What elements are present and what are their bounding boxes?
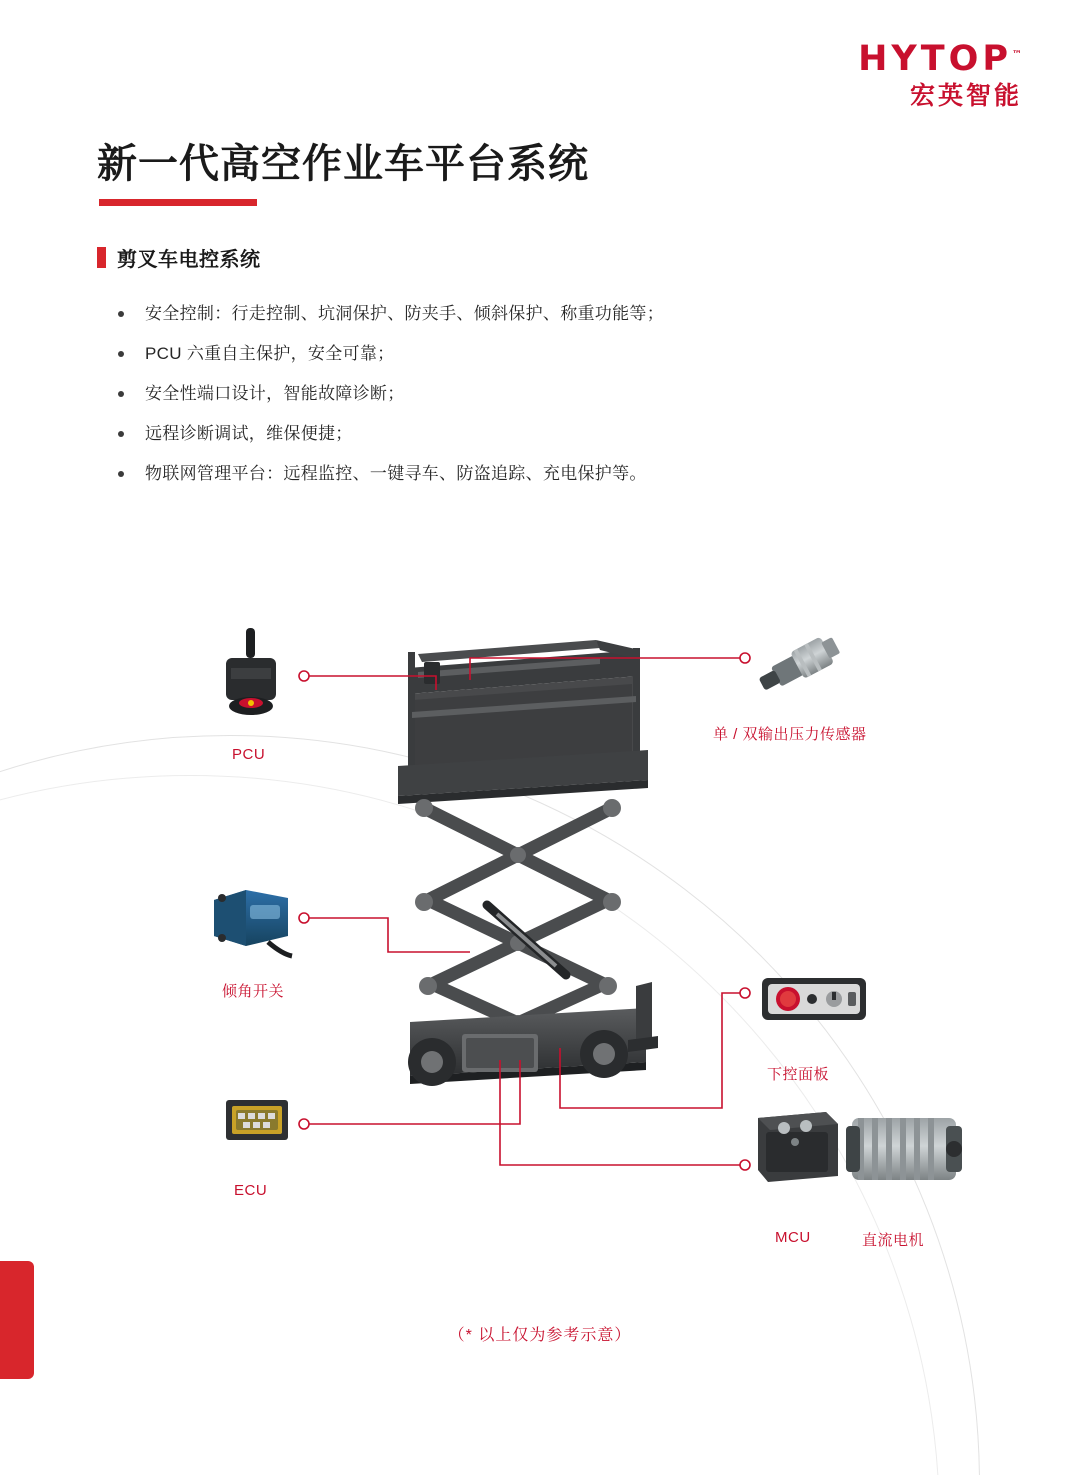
lower-control-panel-product-image [762, 978, 866, 1020]
callout-label-lower-control-panel: 下控面板 [767, 1066, 830, 1083]
list-item-label: 物联网管理平台：远程监控、一键寻车、防盗追踪、充电保护等。 [145, 464, 647, 484]
callout-label-pressure-sensor: 单 / 双输出压力传感器 [713, 726, 867, 743]
mcu-product-image [758, 1112, 838, 1182]
ecu-product-image [226, 1100, 288, 1140]
callout-label-pcu: PCU [232, 746, 266, 763]
pcu-product-image [226, 628, 276, 715]
section-heading-label: 剪叉车电控系统 [117, 249, 261, 271]
dc-motor-product-image [846, 1118, 962, 1180]
tilt-switch-product-image [214, 890, 292, 956]
logo-chinese-name: 宏英智能 [909, 82, 1022, 110]
scissor-lift-illustration [398, 640, 658, 1086]
callout-label-dc-motor: 直流电机 [862, 1232, 925, 1249]
logo-wordmark-text: HYTOP [858, 39, 1012, 79]
callout-label-tilt-switch: 倾角开关 [222, 983, 285, 1000]
callout-label-ecu: ECU [234, 1182, 268, 1199]
list-item-label: PCU 六重自主保护，安全可靠； [145, 344, 395, 364]
diagram-footnote: （* 以上仅为参考示意） [448, 1327, 632, 1344]
list-item-label: 安全控制：行走控制、坑洞保护、防夹手、倾斜保护、称重功能等； [145, 304, 664, 323]
page-title: 新一代高空作业车平台系统 [97, 142, 589, 186]
trademark-icon: ™ [1012, 49, 1022, 61]
pressure-sensor-product-image [755, 632, 843, 698]
list-item-label: 安全性端口设计，智能故障诊断； [145, 384, 405, 404]
list-item-label: 远程诊断调试，维保便捷； [145, 424, 353, 444]
callout-label-mcu: MCU [775, 1229, 811, 1246]
